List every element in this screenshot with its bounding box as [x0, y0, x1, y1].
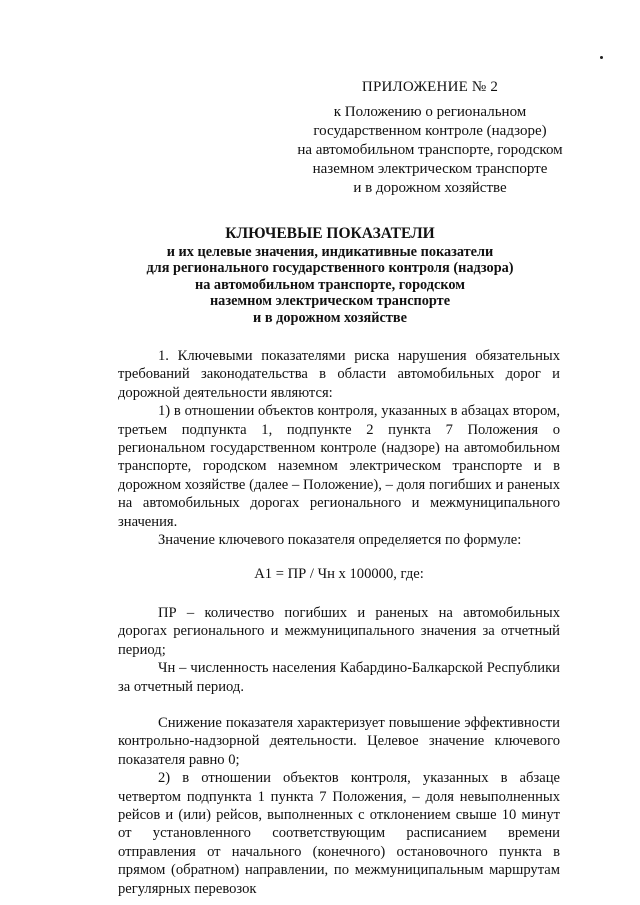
- paragraph-2: 1) в отношении объектов контроля, указанных в абзацах втором, третьем подпункта 1, подпункте 2 пункта 7 Положения о региональном государственном контроле (надзоре) на автомобильном транспорте, городском наземном электрическом транспорте и в дорожном хозяйстве (далее – Положение), – доля погибших и раненых на автомобильных дорогах регионального и межмуниципального значения.: [118, 403, 560, 530]
- heading-line: на автомобильном транспорте, городском: [194, 276, 466, 293]
- heading-line: для регионального государственного контроля (надзора): [146, 260, 514, 277]
- paragraph-4: ПР – количество погибших и раненых на автомобильных дорогах регионального и межмуниципального значения за отчетный период;: [118, 604, 560, 658]
- paragraph-3: Значение ключевого показателя определяется по формуле:: [158, 532, 522, 549]
- document-body: [118, 347, 560, 898]
- appendix-line: к Положению о региональном: [333, 104, 527, 120]
- appendix-block: [270, 78, 590, 198]
- heading-line: наземном электрическом транспорте: [209, 293, 451, 310]
- formula: А1 = ПР / Чн х 100000, где:: [254, 566, 424, 583]
- appendix-line: государственном контроле (надзоре): [313, 123, 547, 139]
- heading-line: и их целевые значения, индикативные показатели: [166, 243, 494, 260]
- appendix-line: и в дорожном хозяйстве: [353, 180, 507, 196]
- paragraph-1: 1. Ключевыми показателями риска нарушения обязательных требований законодательства в области автомобильных дорог и дорожной деятельности являются:: [118, 348, 560, 401]
- heading-title: КЛЮЧЕВЫЕ ПОКАЗАТЕЛИ: [225, 225, 435, 242]
- paragraph-7: 2) в отношении объектов контроля, указанных в абзаце четвертом подпункта 1 пункта 7 Положения, – доля невыполненных рейсов и (или) рейсов, выполненных с отклонением свыше 10 минут от установленного соответствующим расписанием времени отправления от начального (конечного) остановочного пункта в прямом (обратном) направлении, по межмуниципальным маршрутам регулярных перевозок: [118, 770, 560, 897]
- appendix-line: на автомобильном транспорте, городском: [297, 142, 563, 158]
- scan-dot: [600, 56, 603, 59]
- appendix-title: ПРИЛОЖЕНИЕ № 2: [361, 79, 499, 95]
- document-heading: [80, 226, 580, 327]
- heading-line: и в дорожном хозяйстве: [253, 309, 407, 326]
- paragraph-5: Чн – численность населения Кабардино-Балкарской Республики за отчетный период.: [118, 660, 560, 695]
- paragraph-6: Снижение показателя характеризует повышение эффективности контрольно-надзорной деятельности. Целевое значение ключевого показателя равно 0;: [118, 714, 560, 768]
- appendix-line: наземном электрическом транспорте: [312, 161, 548, 177]
